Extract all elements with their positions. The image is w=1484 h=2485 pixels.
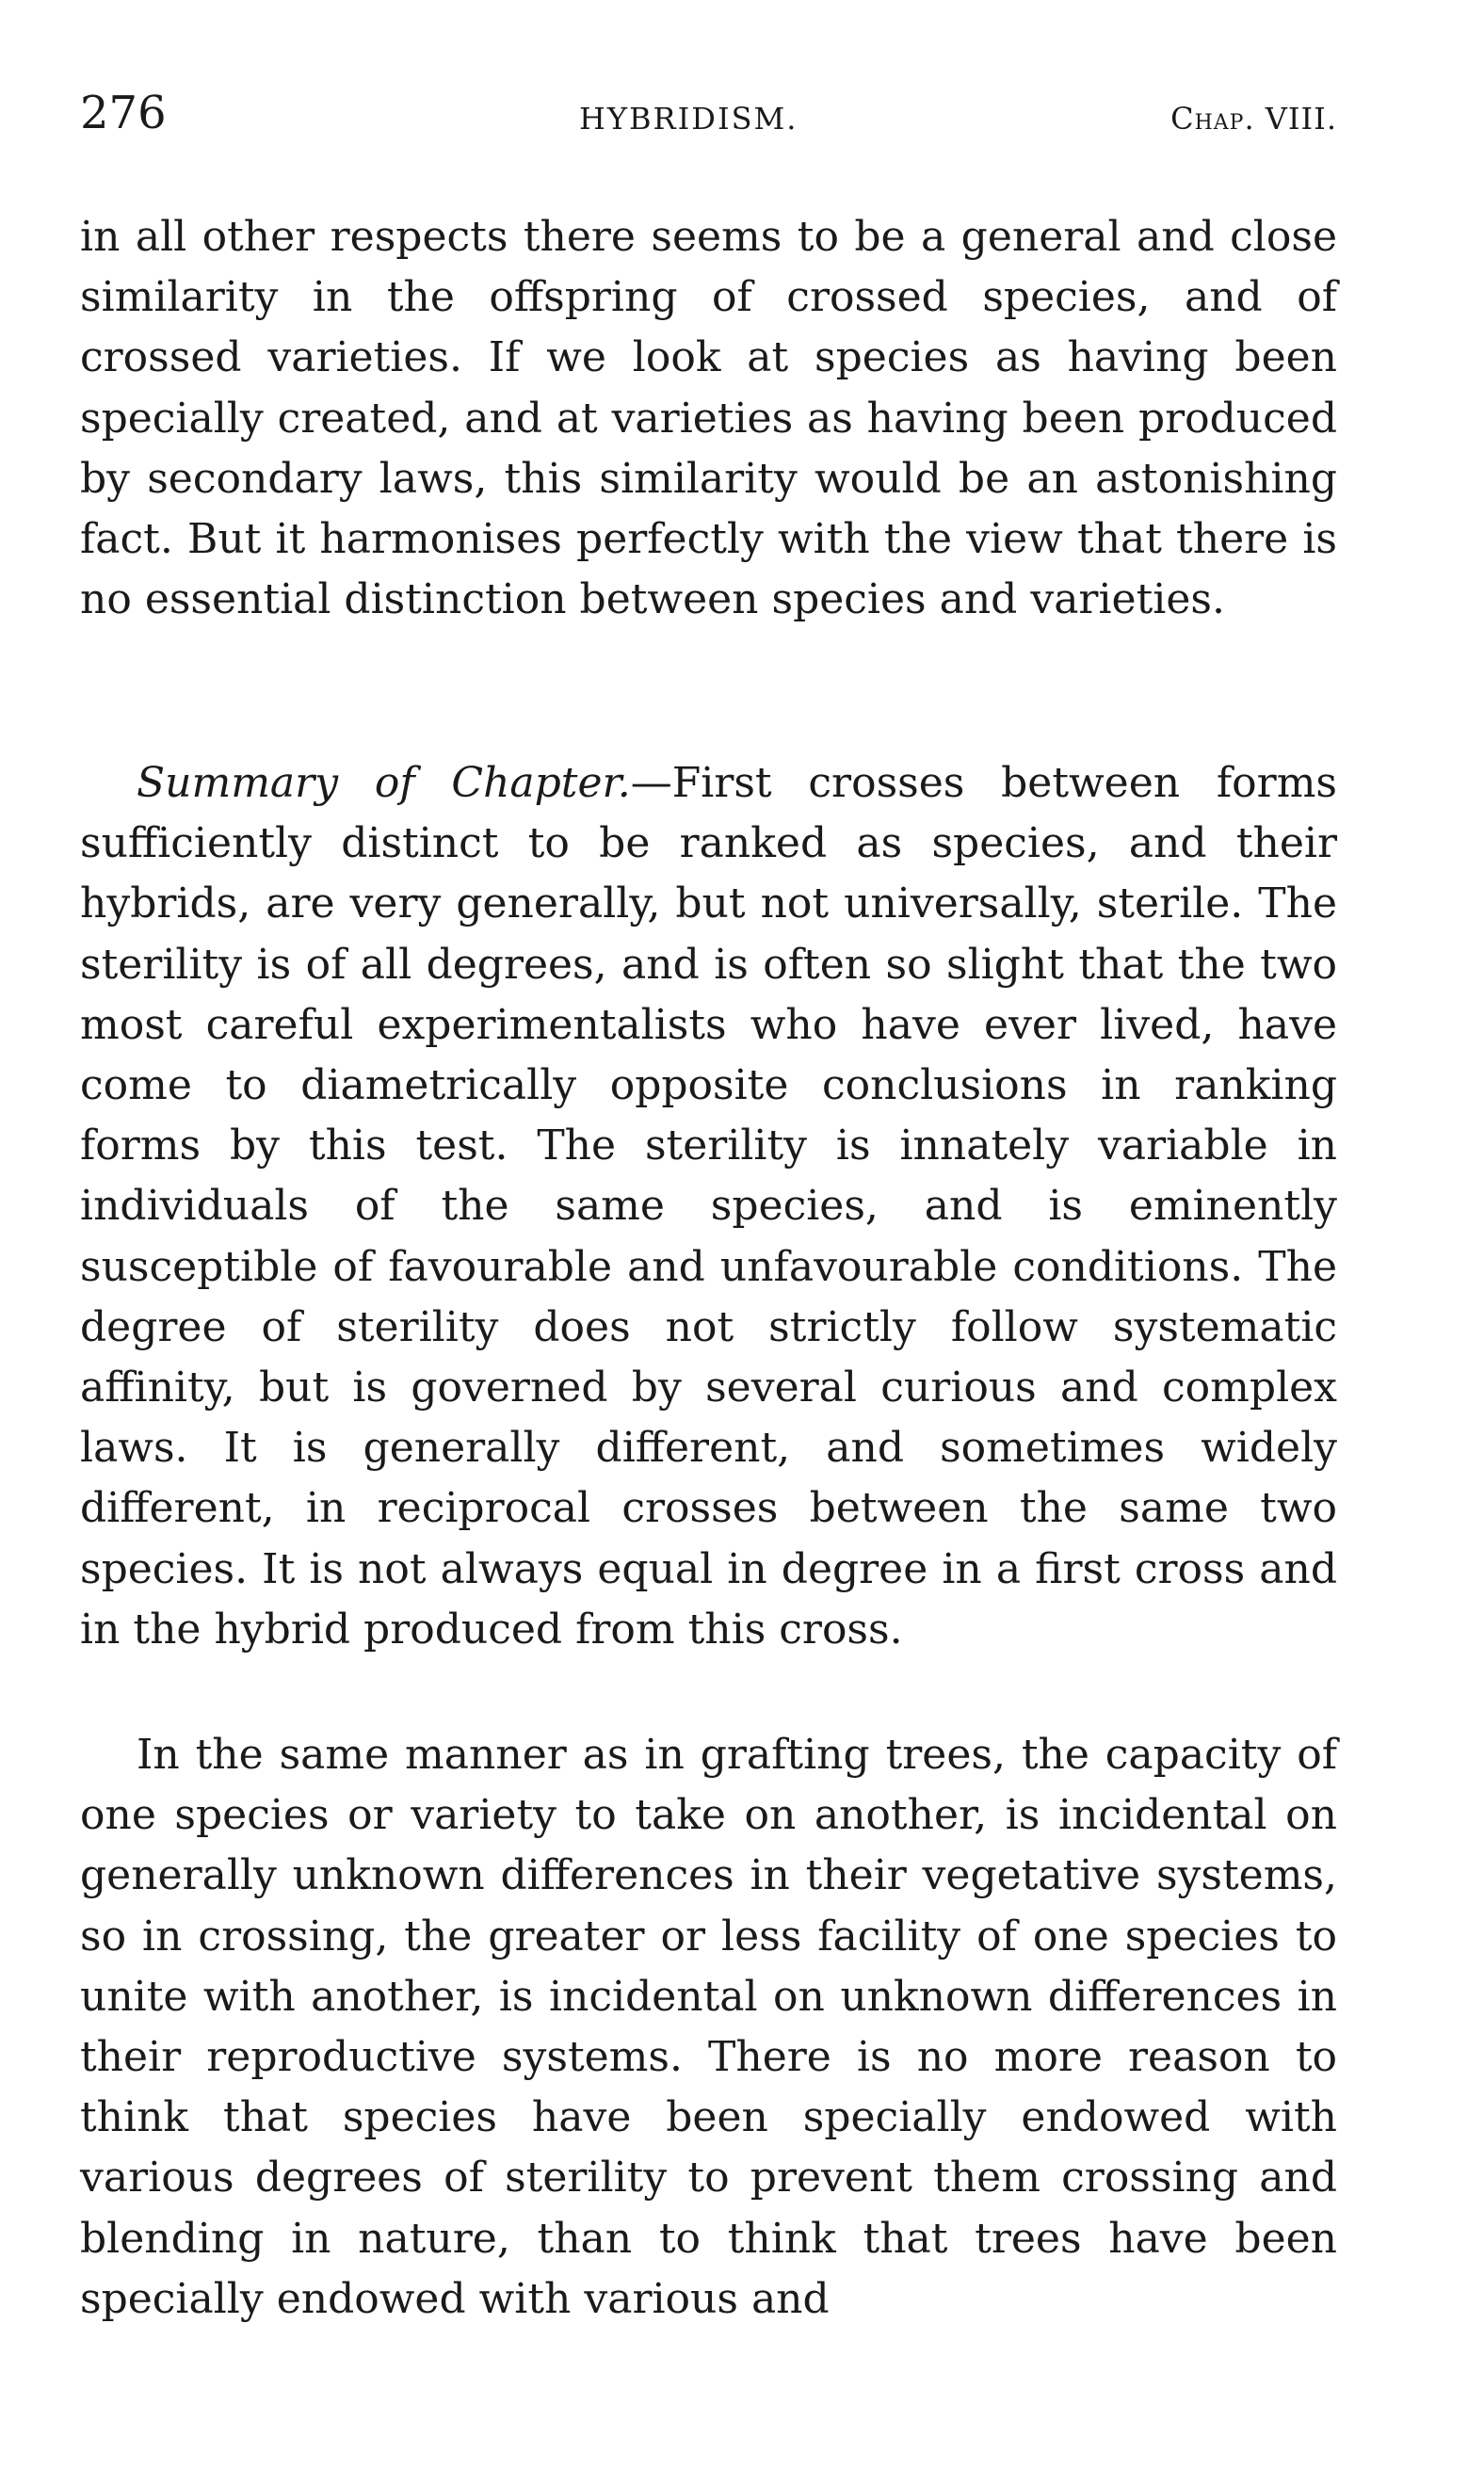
page-number: 276 <box>80 87 167 139</box>
summary-heading: Summary of Chapter. <box>137 759 631 807</box>
page-header <box>80 85 1337 141</box>
paragraph-grafting <box>80 1725 1337 2330</box>
paragraph-continuation <box>80 207 1337 630</box>
paragraph-summary <box>80 753 1337 1660</box>
paragraph-text: in all other respects there seems to be a general and close similarity in the offspring of crossed species, and of crossed varieties. If we look at species as having been specially created, and at varieties as having been produced by secondary laws, this similarity would be an astonishing fact. But it harmonises perfectly with the view that there is no essential distinction between species and varieties. <box>80 213 1337 624</box>
paragraph-text <box>80 753 1337 1660</box>
summary-body: —First crosses between forms sufficiently distinct to be ranked as species, and their hybrids, are very generally, but not universally, sterile. The sterility is of all degrees, and is often so slight that the two most careful experimentalists who have ever lived, have come to diametrically opposite conclusions in ranking forms by this test. The sterility is innately variable in individuals of the same species, and is eminently susceptible of favourable and unfavourable conditions. The degree of sterility does not strictly follow systematic affinity, but is governed by several curious and complex laws. It is generally different, and sometimes widely different, in reciprocal crosses between the same two species. It is not always equal in degree in a first cross and in the hybrid produced from this cross. <box>80 759 1337 1654</box>
paragraph-text: In the same manner as in grafting trees, the capacity of one species or variety to take on another, is incidental on generally unknown differences in their vegetative systems, so in crossing, the greater or less facility of one species to unite with another, is incidental on unknown differences in their reproductive systems. There is no more reason to think that species have been specially endowed with various degrees of sterility to prevent them crossing and blending in nature, than to think that trees have been specially endowed with various and <box>80 1731 1337 2323</box>
running-title: HYBRIDISM. <box>579 101 798 137</box>
chapter-label: Chap. VIII. <box>1170 101 1337 137</box>
